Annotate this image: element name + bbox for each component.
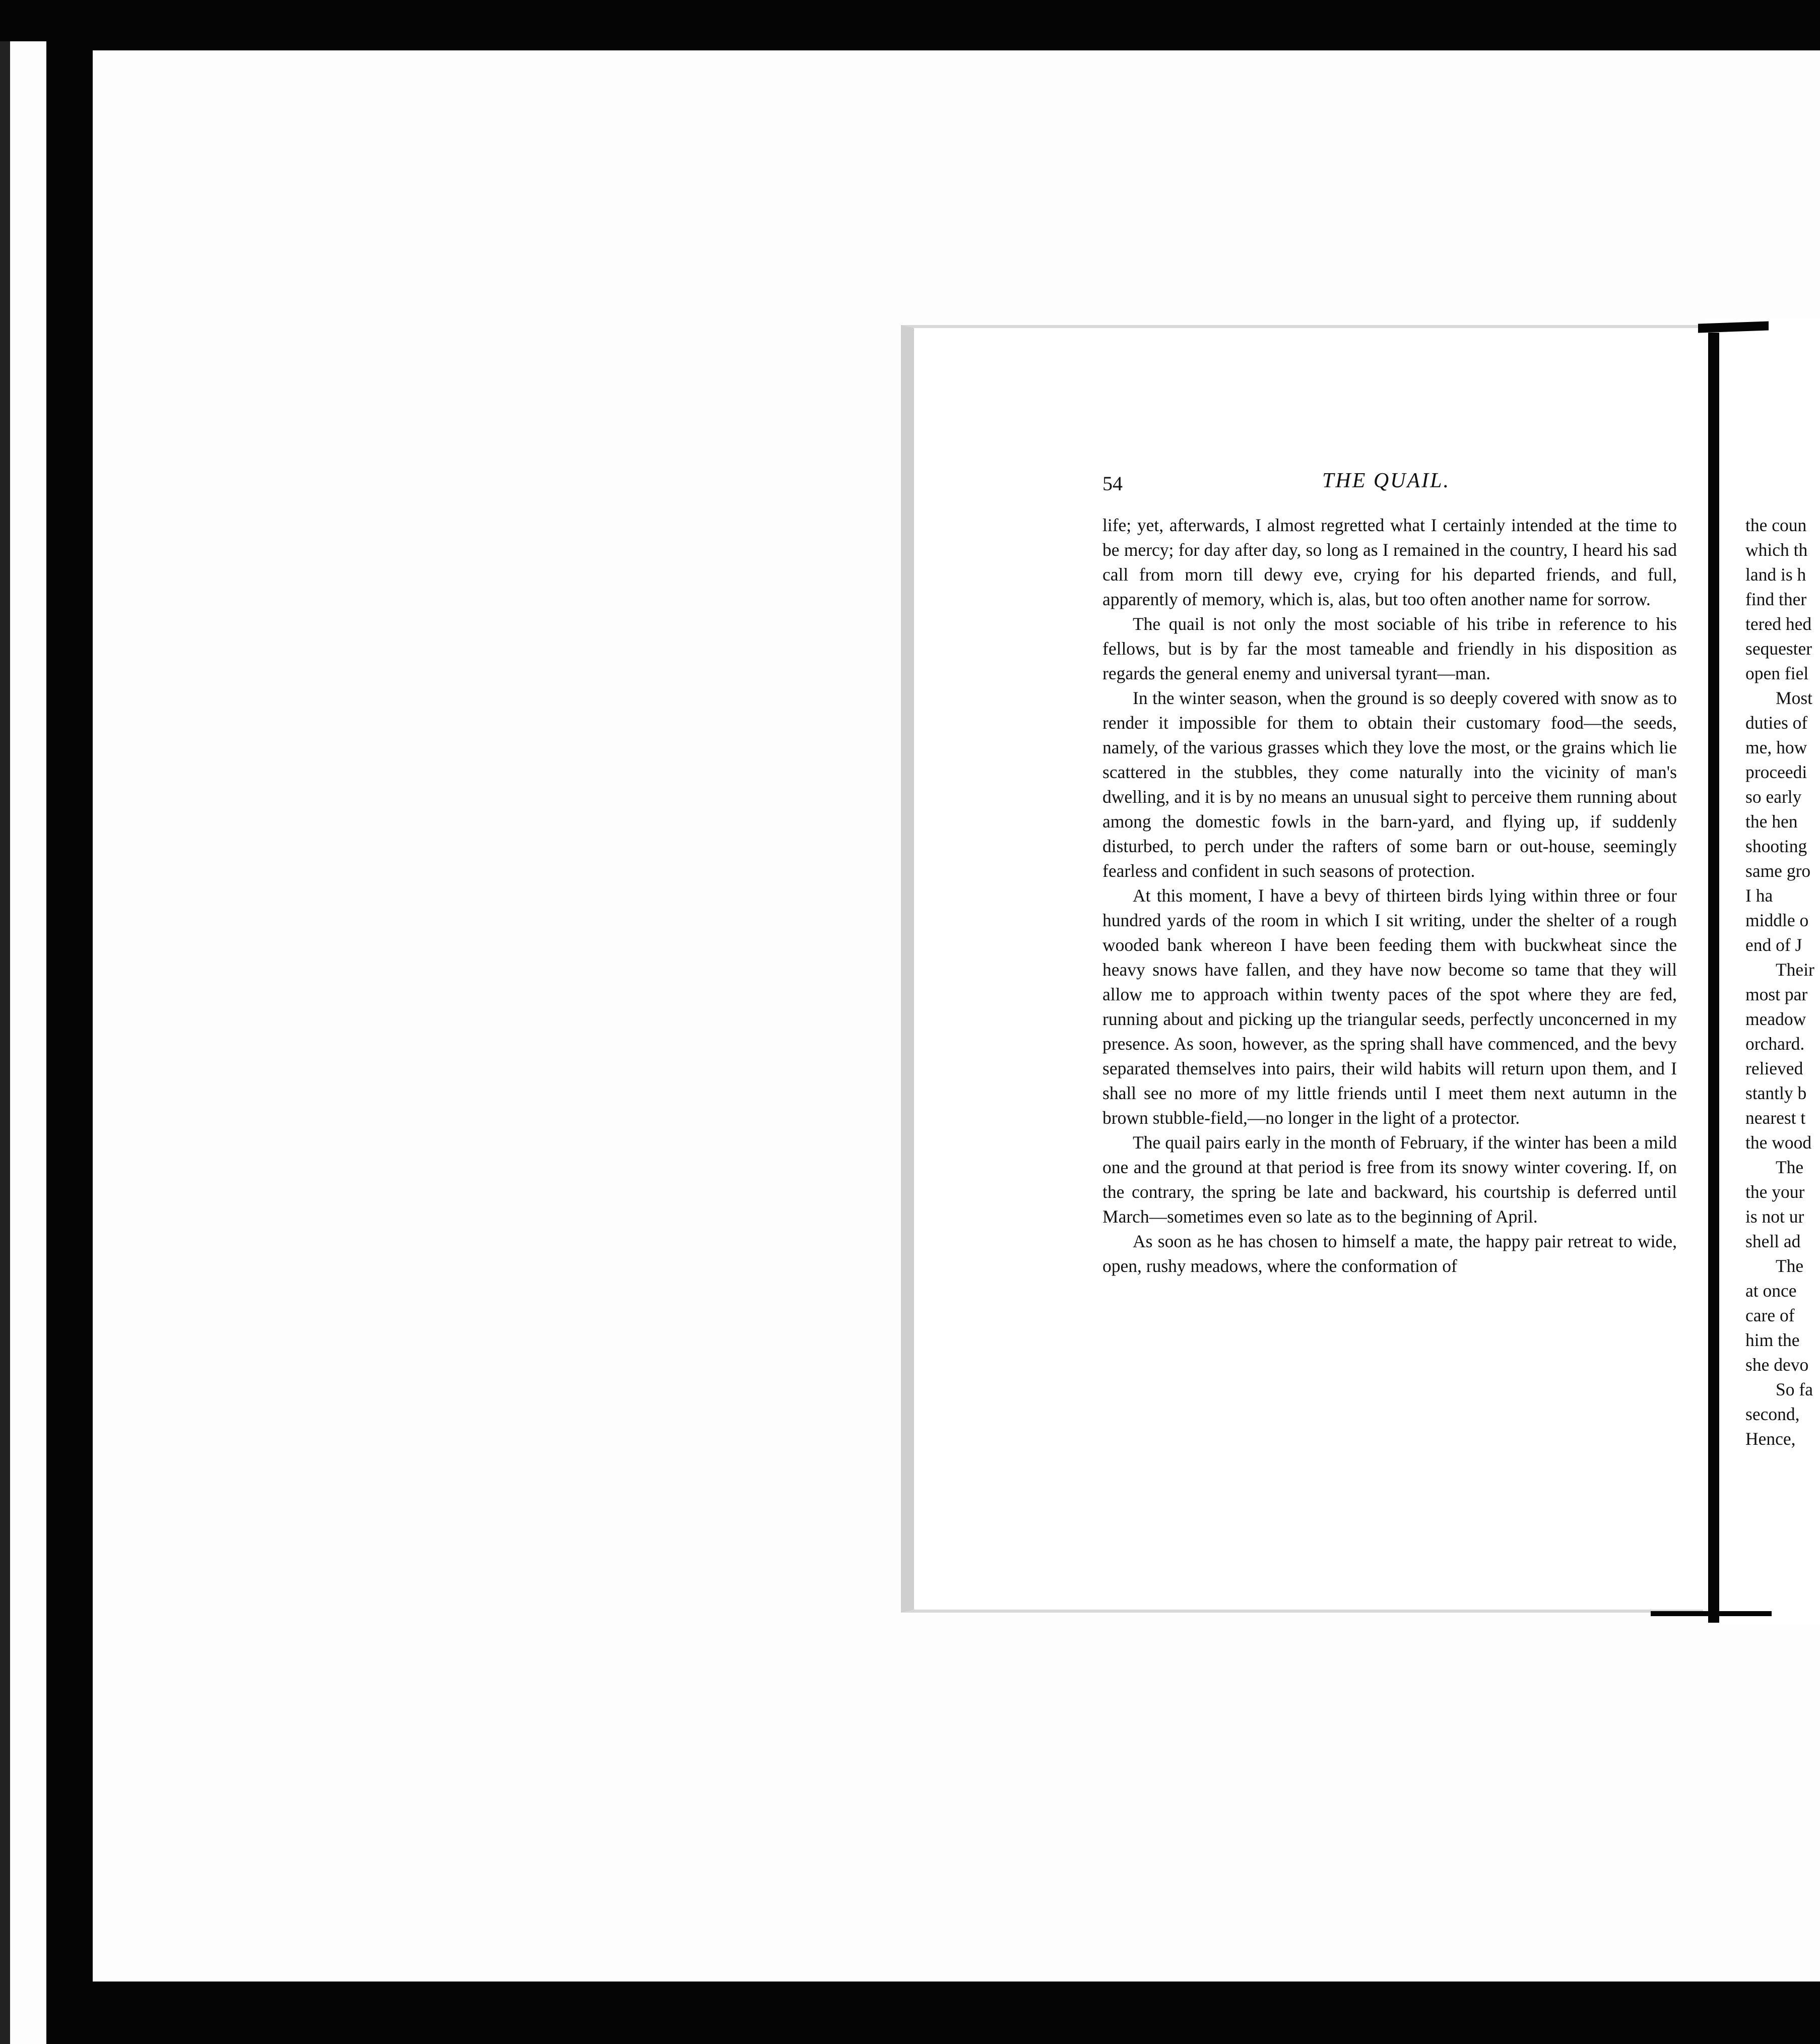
facing-page-line: she devo — [1745, 1355, 1809, 1375]
facing-page-line: Hence, — [1745, 1429, 1796, 1449]
facing-page-line: orchard. — [1745, 1034, 1805, 1054]
facing-page-line: most par — [1745, 984, 1808, 1004]
facing-page-line: find ther — [1745, 589, 1807, 609]
paragraph: life; yet, afterwards, I almost regretted what I certainly intended at the time to be mercy; for day after day, so long as I remained in the country, I heard his sad call from morn till dewy eve, crying for his departed friends, and full, apparently of memory, which is, alas, but too often another name for sorrow. — [1102, 515, 1677, 609]
paragraph: The quail pairs early in the month of February, if the winter has been a mild one and the ground at that period is free from its snowy winter covering. If, on the contrary, the spring be late and backward, his courtship is deferred until March—sometimes even so late as to the beginning of April. — [1102, 1132, 1677, 1227]
facing-page-line: land is h — [1745, 564, 1806, 585]
facing-page-line: second, — [1745, 1404, 1800, 1424]
facing-page-line: is not ur — [1745, 1206, 1804, 1227]
facing-page-line: tered hed — [1745, 614, 1812, 634]
facing-page-line: which th — [1745, 540, 1808, 560]
facing-page-line: shooting — [1745, 836, 1807, 856]
facing-page-line: proceedi — [1745, 762, 1807, 782]
facing-page-line: Most — [1776, 688, 1812, 708]
facing-page-line: me, how — [1745, 737, 1807, 757]
paragraph: At this moment, I have a bevy of thirteen birds lying within three or four hundred yards of the room in which I sit writing, under the shelter of a rough wooded bank whereon I have been feeding them with buckwheat since the heavy snows have fallen, and they have now become so tame that they will allow me to approach within twenty paces of the spot where they are fed, running about and picking up the triangular seeds, perfectly unconcerned in my presence. As soon, however, as the spring shall have commenced, and the bevy separated themselves into pairs, their wild habits will return upon them, and I shall see no more of my little friends until I meet them next autumn in the brown stubble-field,—no longer in the light of a protector. — [1102, 885, 1677, 1128]
paragraph: The quail is not only the most sociable of his tribe in reference to his fellows, but is by far the most tameable and friendly in his disposition as regards the general enemy and universal tyrant—man. — [1102, 614, 1677, 683]
facing-page-line: the your — [1745, 1182, 1805, 1202]
scan-frame-top-inner — [46, 30, 1820, 50]
facing-page-line: I ha — [1745, 885, 1773, 906]
facing-page-line: sequester — [1745, 638, 1812, 659]
facing-page-line: the coun — [1745, 515, 1807, 535]
scan-frame-left-edge — [0, 41, 10, 2044]
facing-page-line: the hen — [1745, 811, 1798, 832]
facing-page-line: nearest t — [1745, 1108, 1806, 1128]
facing-page-line: Their — [1776, 960, 1814, 980]
scan-frame-left — [46, 30, 93, 2044]
page-number: 54 — [1102, 472, 1123, 495]
facing-page-line: open fiel — [1745, 663, 1809, 683]
facing-page-line: The — [1776, 1157, 1804, 1177]
page-header — [1102, 469, 1677, 499]
facing-page-line: So fa — [1776, 1379, 1813, 1399]
facing-page-text — [1745, 513, 1820, 1451]
book-spine — [1708, 333, 1719, 1623]
scan-frame-bottom — [46, 1982, 1820, 2044]
paragraph: As soon as he has chosen to himself a mate, the happy pair retreat to wide, open, rushy meadows, where the conformation of — [1102, 1231, 1677, 1276]
facing-page-line: middle o — [1745, 910, 1809, 930]
facing-page-line: so early — [1745, 787, 1802, 807]
facing-page-line: him the — [1745, 1330, 1800, 1350]
spine-bottom-edge — [1651, 1611, 1772, 1616]
facing-page-line: stantly b — [1745, 1083, 1807, 1103]
facing-page-line: duties of — [1745, 713, 1808, 733]
facing-page-line: shell ad — [1745, 1231, 1801, 1251]
facing-page-line: same gro — [1745, 861, 1811, 881]
facing-page-line: meadow — [1745, 1009, 1806, 1029]
facing-page-line: end of J — [1745, 935, 1802, 955]
facing-page-line: care of — [1745, 1305, 1795, 1325]
paragraph: In the winter season, when the ground is so deeply covered with snow as to render it impossible for them to obtain their customary food—the seeds, namely, of the various grasses which they love the most, or the grains which lie scattered in the stubbles, they come naturally into the vicinity of man's dwelling, and it is by no means an unusual sight to perceive them running about among the domestic fowls in the barn-yard, and flying up, if suddenly disturbed, to perch under the rafters of some barn or out-house, seemingly fearless and confident in such seasons of protection. — [1102, 688, 1677, 881]
running-head: THE QUAIL. — [1322, 469, 1451, 492]
facing-page-line: at once — [1745, 1281, 1797, 1301]
page-body — [1102, 513, 1677, 1279]
facing-page-line: relieved — [1745, 1058, 1803, 1078]
facing-page-line: the wood — [1745, 1132, 1812, 1153]
facing-page-line: The — [1776, 1256, 1804, 1276]
facing-page — [1705, 318, 1820, 1625]
